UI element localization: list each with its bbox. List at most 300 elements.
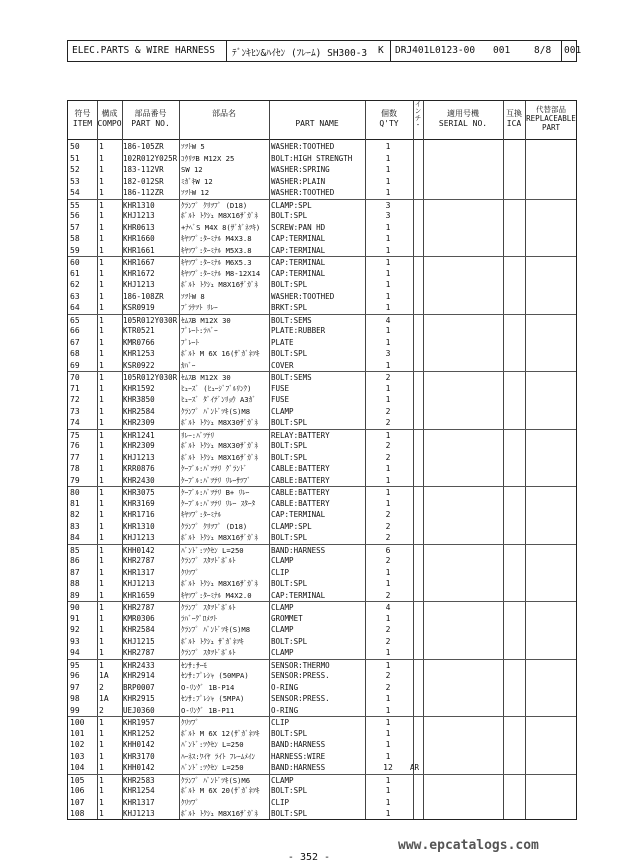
cell-name-jp: O-ﾘﾝｸﾞ 1B-P14 [181, 682, 235, 692]
cell-name-jp: ﾊｰﾈｽ:ﾜｲﾔ ﾗｲﾄ ﾌﾚｰﾑﾒｲﾝ [181, 751, 256, 761]
table-row [68, 739, 576, 751]
cell-qty: 1 [385, 360, 391, 370]
col-serial: 適用号機 SERIAL NO. [438, 109, 488, 128]
cell-part-name: CLAMP [271, 603, 294, 612]
cell-item: 82 [70, 510, 80, 519]
cell-qty: 1 [385, 430, 391, 440]
cell-part-no: KHR0613 [123, 222, 155, 232]
cell-qty: 1 [385, 280, 391, 289]
cell-qty: 2 [385, 418, 391, 427]
cell-qty: 1 [385, 579, 391, 588]
cell-comp: 1 [99, 556, 104, 565]
cell-qty: 1 [385, 383, 391, 393]
table-row [68, 728, 576, 740]
cell-name-jp: ｷﾔﾂﾌﾟ:ﾀｰﾐﾅﾙ M5X3.8 [181, 245, 252, 255]
cell-part-name: WASHER:TOOTHED [271, 142, 335, 151]
cell-comp: 2 [99, 705, 104, 715]
cell-name-jp: ｾﾝｻ:ｻｰﾓ [181, 660, 207, 670]
cell-name-jp: ﾋｭｰｽﾞ (ﾋｭｰｼﾞﾌﾞﾙﾘﾝｸ) [181, 383, 252, 393]
table-row [68, 463, 576, 475]
cell-comp: 1 [99, 603, 104, 612]
cell-part-name: BOLT:SPL [271, 418, 308, 427]
cell-qty: 1 [385, 464, 391, 473]
cell-part-name: CLAMP [271, 556, 294, 565]
cell-qty: 1 [385, 660, 391, 670]
cell-part-name: BAND:HARNESS [271, 740, 326, 749]
table-row [68, 245, 576, 257]
cell-part-name: CAP:TERMINAL [271, 590, 326, 600]
cell-qty: 1 [385, 153, 391, 163]
cell-part-name: O-RING [271, 682, 299, 692]
cell-comp: 1 [99, 625, 104, 634]
col-intra: イ ン チ ・ [414, 100, 422, 129]
cell-name-jp: ｾﾑｽB M12X 30 [181, 315, 231, 325]
cell-part-name: BOLT:SPL [271, 579, 308, 588]
cell-name-jp: ﾎﾞﾙﾄ M 6X 12(ｻﾞｶﾞﾈﾂｷ [181, 728, 260, 738]
cell-item: 66 [70, 326, 80, 335]
cell-item: 81 [70, 498, 80, 508]
cell-comp: 1 [99, 200, 104, 210]
cell-part-no: KHR1957 [123, 718, 155, 727]
cell-comp: 1 [99, 809, 104, 818]
table-row [68, 394, 576, 406]
cell-name-jp: ｷﾔﾂﾌﾟ:ﾀｰﾐﾅﾙ M4X2.0 [181, 590, 252, 600]
cell-name-jp: ｸﾗﾝﾌﾟ ﾊﾞﾝﾄﾞﾂｷ(S)M6 [181, 775, 251, 785]
cell-comp: 1 [99, 533, 104, 542]
cell-part-name: BRKT:SPL [271, 303, 308, 312]
cell-name-jp: ﾎﾞﾙﾄ ﾄｸｼｭ M8X16ｻﾞｶﾞﾈ [181, 452, 259, 462]
cell-part-no: KHR1716 [123, 510, 155, 519]
cell-item: 101 [70, 728, 85, 738]
cell-qty: 1 [385, 797, 391, 807]
cell-qty: 1 [385, 337, 391, 347]
cell-part-name: BOLT:SPL [271, 533, 308, 542]
table-row [68, 417, 576, 429]
cell-part-name: CLAMP [271, 625, 294, 634]
cell-qty: 2 [385, 533, 391, 542]
cell-item: 65 [70, 315, 80, 325]
table-row [68, 808, 576, 820]
cell-name-jp: ﾘﾚｰ:ﾊﾞﾂﾃﾘ [181, 430, 215, 440]
cell-part-no: KHR1252 [123, 728, 155, 738]
table-row [68, 291, 576, 303]
cell-name-jp: ｹｰﾌﾞﾙ:ﾊﾞﾂﾃﾘ ﾘﾚｰ ｽﾀｰﾀ [181, 498, 256, 508]
cell-qty: 2 [385, 590, 391, 600]
cell-name-jp: ｷﾔﾂﾌﾟ:ﾀｰﾐﾅﾙ M6X5.3 [181, 258, 252, 267]
cell-part-no: KHR1310 [123, 521, 155, 531]
cell-qty: 1 [385, 694, 391, 703]
cell-name-jp: ｾﾑｽB M12X 30 [181, 373, 231, 382]
cell-part-name: CAP:TERMINAL [271, 510, 326, 519]
cell-item: 108 [70, 809, 85, 818]
cell-item: 70 [70, 373, 80, 382]
cell-qty: 1 [385, 786, 391, 795]
cell-qty: 1 [385, 728, 391, 738]
cell-qty: 1 [385, 751, 391, 761]
cell-item: 59 [70, 245, 80, 255]
cell-qty: 6 [385, 545, 391, 555]
cell-qty: 3 [385, 200, 391, 210]
cell-name-jp: ｹｰﾌﾞﾙ:ﾊﾞﾂﾃﾘ B+ ﾘﾚｰ [181, 488, 250, 497]
revision: 001 [493, 45, 511, 56]
cell-item: 103 [70, 751, 85, 761]
table-header [68, 101, 576, 140]
cell-qty: 3 [385, 349, 391, 358]
cell-name-jp: ﾌﾞﾗｹﾂﾄ ﾘﾚｰ [181, 303, 218, 312]
cell-part-no: KTR0521 [123, 326, 155, 335]
cell-comp: 1 [99, 498, 104, 508]
cell-name-jp: SW 12 [181, 165, 203, 174]
cell-name-jp: ﾎﾞﾙﾄ ﾄｸｼｭ M8X30ｻﾞｶﾞﾈ [181, 441, 259, 450]
cell-item: 89 [70, 590, 80, 600]
cell-comp: 1 [99, 291, 104, 301]
cell-name-jp: ｸﾗﾝﾌﾟ ﾊﾞﾝﾄﾞﾂｷ(S)M8 [181, 625, 251, 634]
cell-name-jp: ﾌﾟﾚｰﾄ:ﾗﾊﾞｰ [181, 326, 218, 335]
cell-part-name: CABLE:BATTERY [271, 488, 330, 497]
cell-part-no: KHR1672 [123, 268, 155, 278]
cell-part-name: WASHER:TOOTHED [271, 291, 335, 301]
cell-item: 87 [70, 567, 80, 577]
cell-comp: 1 [99, 418, 104, 427]
cell-item: 107 [70, 797, 85, 807]
table-row [68, 268, 576, 280]
cell-qty: 2 [385, 636, 391, 646]
cell-item: 52 [70, 165, 80, 174]
cell-item: 68 [70, 349, 80, 358]
cell-name-jp: ｸﾗﾝﾌﾟ ｽﾀﾂﾄﾞﾎﾞﾙﾄ [181, 648, 236, 657]
table-row [68, 521, 576, 533]
cell-name-jp: ｺｳﾘﾂB M12X 25 [181, 153, 235, 163]
cell-item: 62 [70, 280, 80, 289]
cell-qty: 1 [385, 567, 391, 577]
cell-item: 53 [70, 176, 80, 186]
cell-qty: 1 [385, 188, 391, 197]
cell-qty: 1 [385, 613, 391, 623]
cell-comp: 1 [99, 395, 104, 404]
cell-part-name: CAP:TERMINAL [271, 245, 326, 255]
cell-part-name: CABLE:BATTERY [271, 498, 330, 508]
cell-name-jp: ｸﾗﾝﾌﾟ ｸﾘﾂﾌﾟ (D18) [181, 521, 248, 531]
cell-comp: 1 [99, 373, 104, 382]
cell-part-no: KSR0919 [123, 303, 155, 312]
cell-name-jp: ﾎﾞﾙﾄ ﾄｸｼｭ ｻﾞｶﾞﾈﾂｷ [181, 636, 244, 646]
cell-name-jp: ｾﾝｻ:ﾌﾟﾚｼｬ (5MPA) [181, 694, 245, 703]
table-row [68, 440, 576, 452]
cell-comp: 1 [99, 258, 104, 267]
cell-part-no: 102R012Y025R [123, 153, 178, 163]
cell-qty: 2 [385, 441, 391, 450]
cell-qty: 3 [385, 211, 391, 220]
cell-part-no: KHJ1213 [123, 579, 155, 588]
document-number: DRJ401L0123-00 [395, 45, 476, 56]
cell-part-name: PLATE [271, 337, 294, 347]
cell-part-no: KHR2787 [123, 556, 155, 565]
cell-qty: 1 [385, 475, 391, 485]
cell-qty: 1 [385, 809, 391, 818]
cell-part-no: KHJ1215 [123, 636, 155, 646]
cell-item: 95 [70, 660, 80, 670]
cell-part-no: KHR3075 [123, 488, 155, 497]
cell-part-name: SENSOR:PRESS. [271, 671, 330, 680]
cell-name-jp: ｾﾝｻ:ﾌﾟﾚｼｬ (50MPA) [181, 671, 249, 680]
cell-item: 106 [70, 786, 85, 795]
cell-name-jp: ｸﾗﾝﾌﾟ ﾊﾞﾝﾄﾞﾂｷ(S)M8 [181, 406, 251, 416]
cell-part-name: CABLE:BATTERY [271, 464, 330, 473]
cell-name-jp: ﾎﾞﾙﾄ ﾄｸｼｭ M8X16ｻﾞｶﾞﾈ [181, 211, 259, 220]
cell-comp: 1 [99, 718, 104, 727]
cell-part-name: CLAMP [271, 406, 294, 416]
table-row [68, 452, 576, 464]
cell-item: 75 [70, 430, 80, 440]
cell-comp: 2 [99, 682, 104, 692]
cell-comp: 1 [99, 579, 104, 588]
table-row [68, 578, 576, 590]
cell-item: 63 [70, 291, 80, 301]
cell-qty: 4 [385, 315, 391, 325]
col-qty: 個数 Q'TY [379, 109, 399, 128]
cell-part-name: BOLT:SPL [271, 441, 308, 450]
table-row [68, 153, 576, 165]
cell-qty: 1 [385, 740, 391, 749]
cell-name-jp: +ﾅﾍﾞS M4X 8(ｻﾞｶﾞﾈﾂｷ) [181, 222, 261, 232]
cell-item: 77 [70, 452, 80, 462]
cell-part-name: PLATE:RUBBER [271, 326, 326, 335]
cell-item: 88 [70, 579, 80, 588]
cell-comp: 1 [99, 234, 104, 243]
cell-qty: 1 [385, 705, 391, 715]
table-row [68, 176, 576, 188]
table-row [68, 705, 576, 717]
cell-item: 73 [70, 406, 80, 416]
cell-part-no: KMR0766 [123, 337, 155, 347]
cell-comp: 1 [99, 567, 104, 577]
cell-name-jp: ｸﾘﾂﾌﾟ [181, 797, 199, 807]
cell-qty: 1 [385, 488, 391, 497]
cell-item: 64 [70, 303, 80, 312]
cell-part-no: KHR2914 [123, 671, 155, 680]
cell-item: 57 [70, 222, 80, 232]
cell-part-no: KHR3169 [123, 498, 155, 508]
cell-comp: 1 [99, 349, 104, 358]
cell-part-name: SENSOR:PRESS. [271, 694, 330, 703]
cell-qty: 1 [385, 498, 391, 508]
cell-part-name: BOLT:SPL [271, 809, 308, 818]
cell-part-no: KHR1317 [123, 797, 155, 807]
table-row [68, 797, 576, 809]
table-row [68, 532, 576, 544]
cell-part-no: KHR1659 [123, 590, 155, 600]
cell-intra: AR [410, 763, 420, 772]
cell-part-name: CAP:TERMINAL [271, 258, 326, 267]
table-row [68, 337, 576, 349]
col-name-jp: 部品名 [212, 109, 236, 118]
cell-qty: 2 [385, 625, 391, 634]
cell-item: 67 [70, 337, 80, 347]
section-title: ELEC.PARTS & WIRE HARNESS [72, 45, 215, 56]
cell-comp: 1 [99, 775, 104, 785]
cell-name-jp: ｿﾂﾄW 12 [181, 188, 210, 197]
cell-name-jp: ｷﾔﾂﾌﾟ:ﾀｰﾐﾅﾙ [181, 510, 222, 519]
sheet-suffix: 001 [564, 45, 582, 56]
cell-part-no: 186-112ZR [123, 188, 164, 197]
table-row [68, 590, 576, 602]
cell-qty: 1 [385, 176, 391, 186]
cell-part-no: KRR0876 [123, 464, 155, 473]
cell-item: 79 [70, 475, 80, 485]
cell-item: 78 [70, 464, 80, 473]
cell-qty: 1 [385, 326, 391, 335]
cell-comp: 1 [99, 142, 104, 151]
cell-item: 102 [70, 740, 85, 749]
cell-item: 91 [70, 613, 80, 623]
cell-part-no: UEJ0360 [123, 705, 155, 715]
cell-item: 85 [70, 545, 80, 555]
cell-qty: 1 [385, 165, 391, 174]
cell-part-name: CLIP [271, 718, 290, 727]
cell-name-jp: ｸﾗﾝﾌﾟ ｽﾀﾂﾄﾞﾎﾞﾙﾄ [181, 556, 236, 565]
cell-part-name: FUSE [271, 395, 290, 404]
cell-part-name: CLAMP [271, 775, 294, 785]
cell-part-no: 186-108ZR [123, 291, 164, 301]
cell-comp: 1 [99, 510, 104, 519]
cell-comp: 1 [99, 590, 104, 600]
cell-comp: 1 [99, 545, 104, 555]
cell-part-name: GROMMET [271, 613, 303, 623]
cell-item: 71 [70, 383, 80, 393]
cell-part-name: RELAY:BATTERY [271, 430, 330, 440]
table-row [68, 279, 576, 291]
cell-part-name: BAND:HARNESS [271, 763, 326, 772]
cell-comp: 1 [99, 315, 104, 325]
table-row [68, 751, 576, 763]
cell-part-name: WASHER:TOOTHED [271, 188, 335, 197]
cell-comp: 1 [99, 660, 104, 670]
cell-qty: 1 [385, 222, 391, 232]
cell-item: 72 [70, 395, 80, 404]
cell-comp: 1 [99, 488, 104, 497]
cell-comp: 1 [99, 475, 104, 485]
watermark: www.epcatalogs.com [398, 838, 539, 853]
cell-part-name: CLAMP:SPL [271, 521, 312, 531]
cell-comp: 1 [99, 383, 104, 393]
cell-name-jp: ｹｰﾌﾞﾙ:ﾊﾞﾂﾃﾘ ﾘﾚｰｻﾂﾌﾞ [181, 475, 251, 485]
cell-part-name: BOLT:HIGH STRENGTH [271, 153, 353, 163]
cell-item: 74 [70, 418, 80, 427]
cell-part-no: KHJ1213 [123, 533, 155, 542]
cell-part-name: BOLT:SPL [271, 280, 308, 289]
cell-item: 76 [70, 441, 80, 450]
cell-comp: 1 [99, 430, 104, 440]
cell-part-name: BOLT:SPL [271, 786, 308, 795]
col-item: 符号 ITEM [72, 109, 93, 128]
table-row [68, 164, 576, 176]
cell-part-no: KHR2584 [123, 406, 155, 416]
cell-qty: 1 [385, 268, 391, 278]
cell-part-name: BOLT:SPL [271, 728, 308, 738]
col-part-name: PART NAME [295, 119, 339, 128]
table-row [68, 693, 576, 705]
cell-part-name: SENSOR:THERMO [271, 660, 330, 670]
section-code: K [378, 45, 384, 56]
cell-name-jp: ｸﾘﾂﾌﾟ [181, 718, 199, 727]
cell-item: 58 [70, 234, 80, 243]
cell-name-jp: ﾎﾞﾙﾄ ﾄｸｼｭ M8X16ｻﾞｶﾞﾈ [181, 533, 259, 542]
cell-item: 92 [70, 625, 80, 634]
cell-qty: 2 [385, 406, 391, 416]
cell-comp: 1 [99, 222, 104, 232]
cell-qty: 2 [385, 452, 391, 462]
table-row [68, 670, 576, 682]
cell-part-no: KHR1241 [123, 430, 155, 440]
section-subtitle: ﾃﾞﾝｷﾋﾝ&ﾊｲｾﾝ (ﾌﾚｰﾑ) SH300-3 [232, 48, 368, 59]
col-ica: 互換 ICA [506, 109, 522, 128]
cell-comp: 1 [99, 521, 104, 531]
cell-part-no: KHH0142 [123, 740, 155, 749]
cell-comp: 1 [99, 211, 104, 220]
cell-part-name: WASHER:PLAIN [271, 176, 326, 186]
cell-qty: 1 [385, 245, 391, 255]
cell-part-name: O-RING [271, 705, 299, 715]
cell-part-no: 105R012Y030R [123, 315, 178, 325]
cell-part-no: KHH0142 [123, 763, 155, 772]
cell-part-no: KHH0142 [123, 545, 155, 555]
cell-part-name: BOLT:SEMS [271, 373, 312, 382]
cell-qty: 1 [385, 258, 391, 267]
cell-part-name: WASHER:SPRING [271, 165, 330, 174]
cell-part-no: 183-112VR [123, 165, 164, 174]
cell-name-jp: ｹｰﾌﾞﾙ:ﾊﾞﾂﾃﾘ ｸﾞﾗﾝﾄﾞ [181, 464, 248, 473]
cell-qty: 1 [385, 648, 391, 657]
cell-part-no: KHR2915 [123, 694, 155, 703]
cell-part-no: KHJ1213 [123, 211, 155, 220]
cell-qty: 2 [385, 510, 391, 519]
cell-name-jp: ﾎﾞﾙﾄ ﾄｸｼｭ M8X16ｻﾞｶﾞﾈ [181, 280, 259, 289]
cell-part-no: KHR2787 [123, 603, 155, 612]
cell-part-no: KHR2787 [123, 648, 155, 657]
cell-comp: 1 [99, 153, 104, 163]
cell-comp: 1 [99, 751, 104, 761]
cell-name-jp: ｿﾂﾄW 5 [181, 142, 205, 151]
table-row [68, 498, 576, 510]
cell-comp: 1 [99, 464, 104, 473]
cell-item: 98 [70, 694, 80, 703]
cell-part-name: BAND:HARNESS [271, 545, 326, 555]
cell-comp: 1 [99, 245, 104, 255]
cell-item: 96 [70, 671, 80, 680]
table-row [68, 555, 576, 567]
table-row [68, 762, 576, 774]
cell-qty: 1 [385, 718, 391, 727]
cell-item: 83 [70, 521, 80, 531]
cell-item: 56 [70, 211, 80, 220]
cell-item: 69 [70, 360, 80, 370]
cell-part-name: FUSE [271, 383, 290, 393]
cell-qty: 1 [385, 142, 391, 151]
cell-part-name: CAP:TERMINAL [271, 234, 326, 243]
cell-item: 54 [70, 188, 80, 197]
cell-part-name: CLIP [271, 567, 290, 577]
cell-name-jp: ｷﾔﾂﾌﾟ:ﾀｰﾐﾅﾙ M8-12X14 [181, 268, 261, 278]
cell-item: 84 [70, 533, 80, 542]
col-replace: 代替部品 REPLACEABLE PART [526, 105, 576, 132]
cell-name-jp: ﾌﾟﾚｰﾄ [181, 337, 199, 347]
cell-name-jp: ｸﾗﾝﾌﾟ ｸﾘﾂﾌﾟ (D18) [181, 200, 248, 210]
cell-comp: 1 [99, 268, 104, 278]
cell-qty: 2 [385, 373, 391, 382]
cell-name-jp: ﾐｶﾞｷW 12 [181, 176, 213, 186]
cell-part-name: CABLE:BATTERY [271, 475, 330, 485]
cell-part-no: KHR1667 [123, 258, 155, 267]
